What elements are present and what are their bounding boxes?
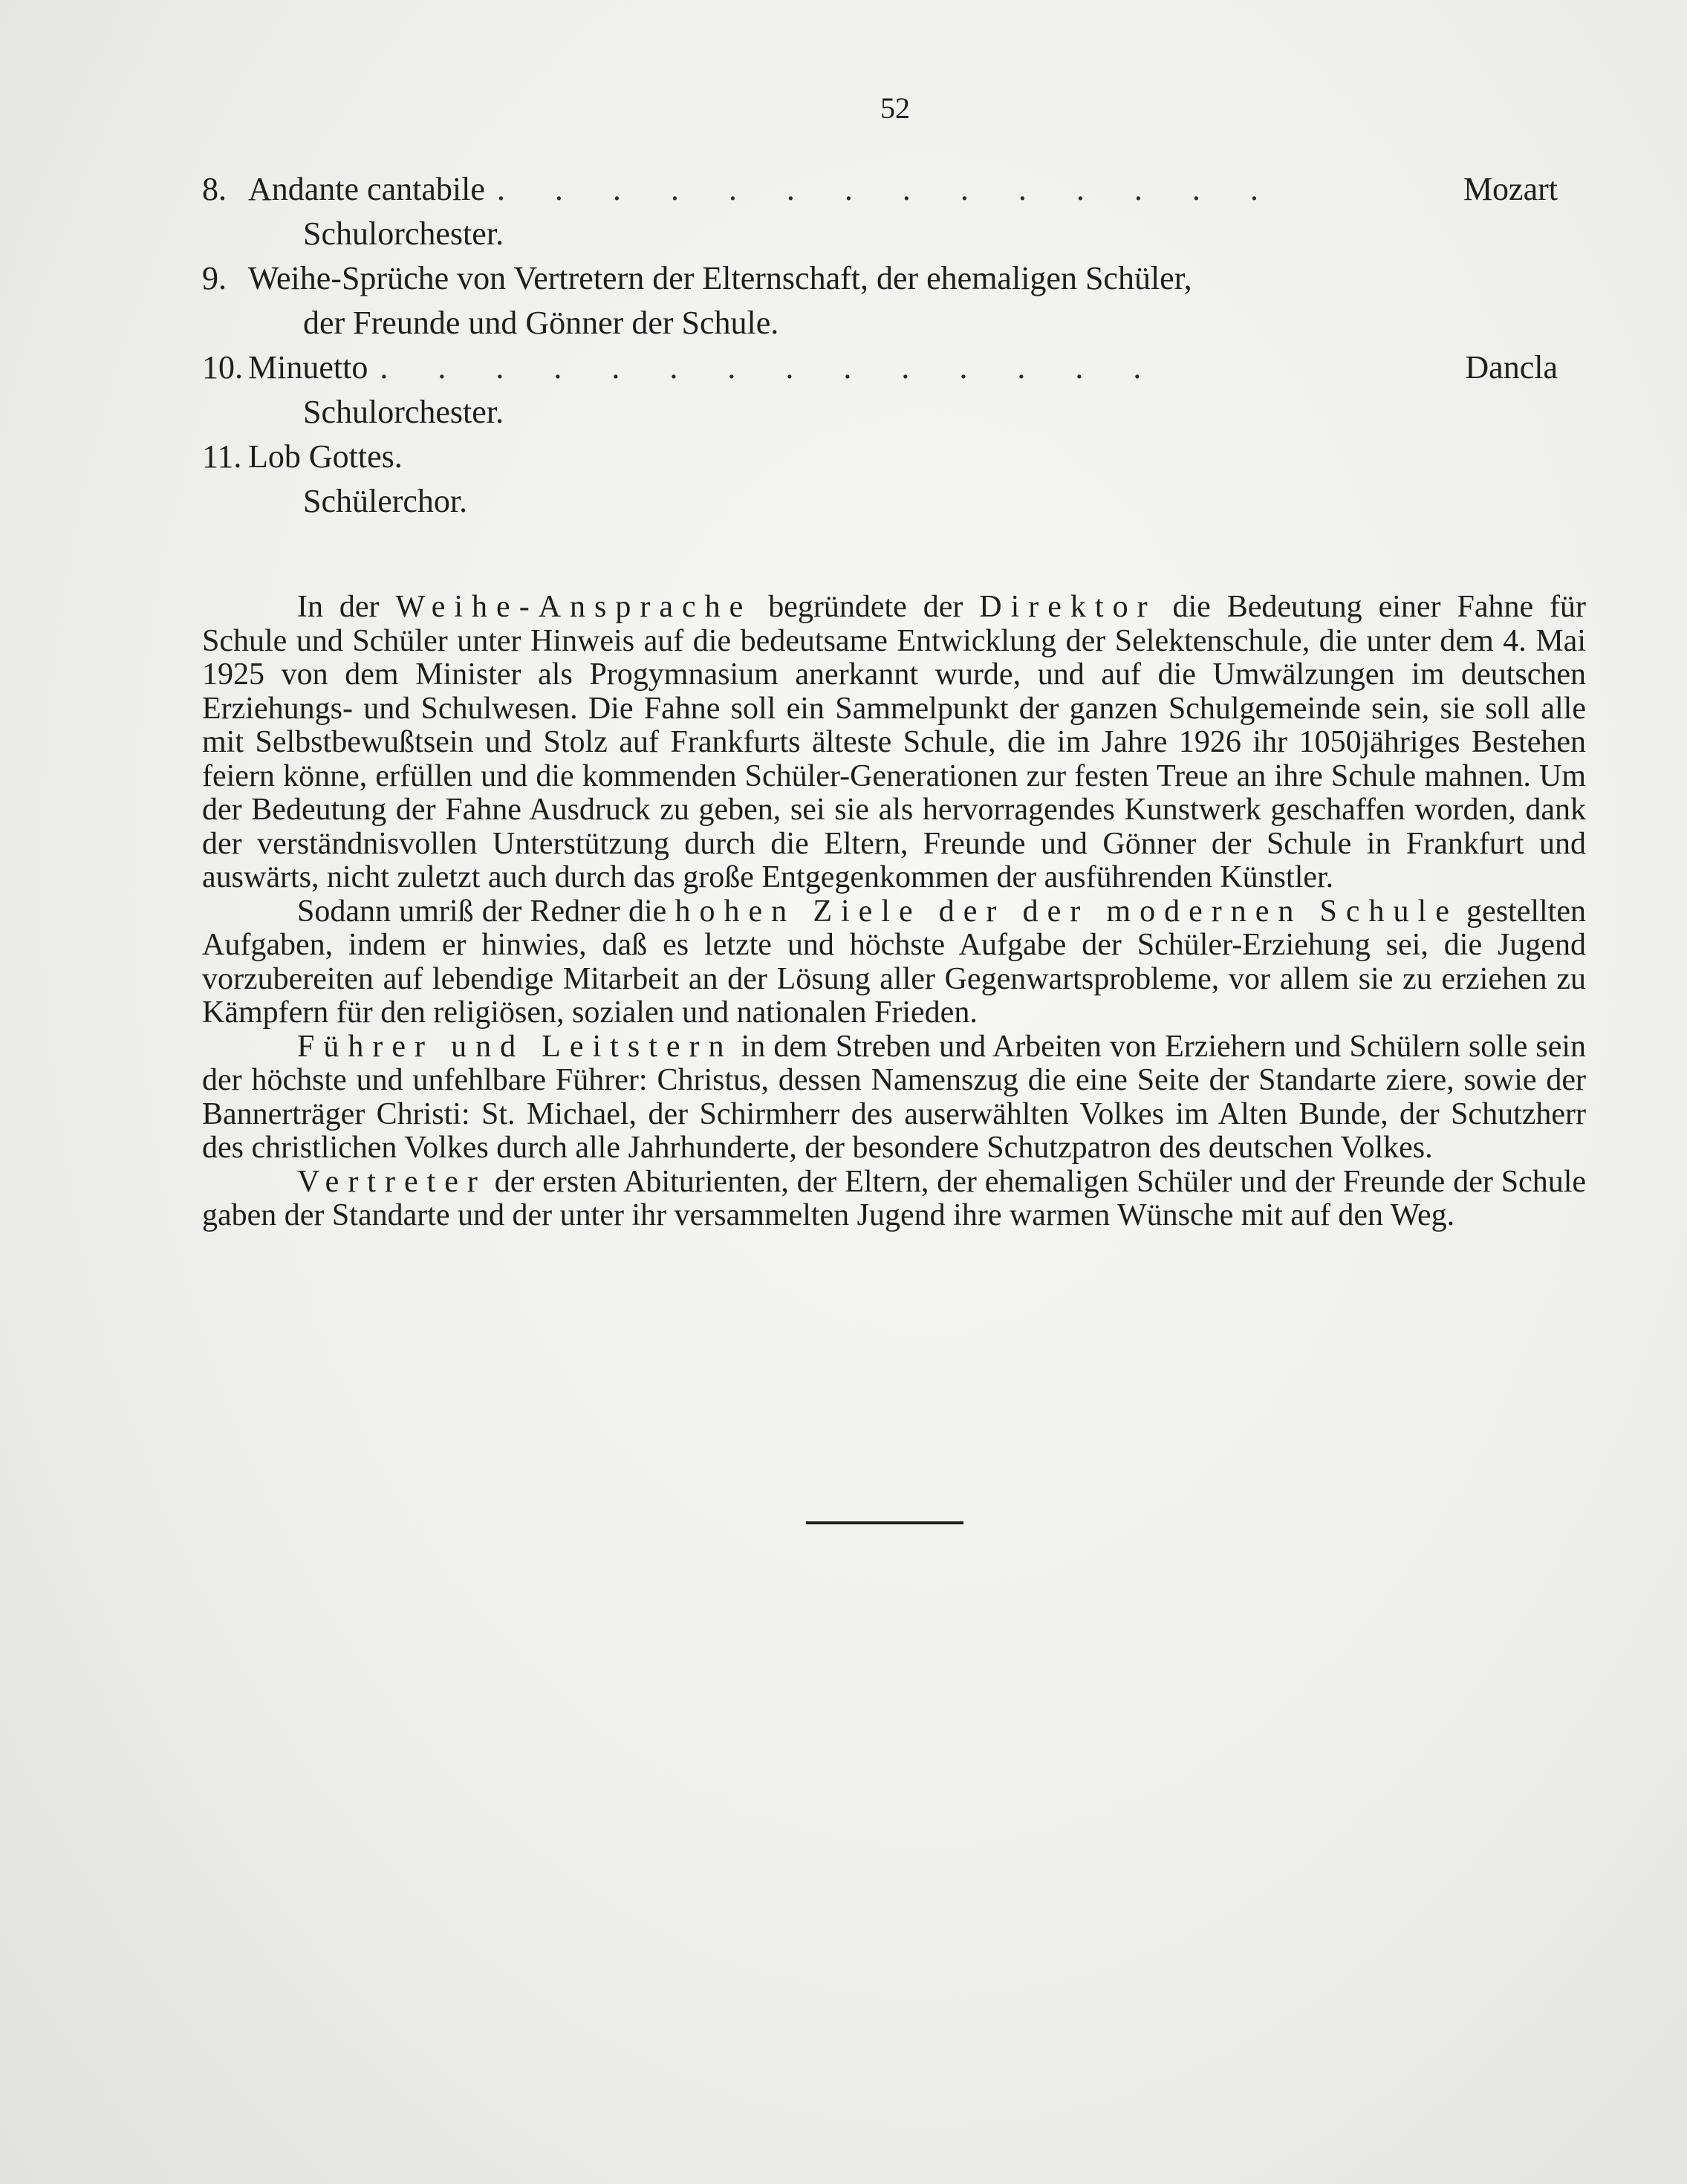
paragraph-text: begründete der: [752, 590, 980, 624]
program-item-performer: Schulorchester.: [303, 394, 504, 430]
section-divider-rule: [806, 1521, 963, 1524]
paragraph-text: In der: [297, 590, 396, 624]
program-item-title: Minuetto: [248, 349, 368, 386]
paragraph-text: der ersten Abiturienten, der Eltern, der ehemaligen Schüler und der Freunde der Schule gaben der Standarte und der unter ihr versammelten Jugend ihre warmen Wünsche mit auf den Weg.: [202, 1164, 1586, 1232]
program-list: [202, 167, 1558, 524]
spaced-emphasis: hohen Ziele der der modernen Schule: [675, 894, 1458, 929]
spaced-emphasis: Weihe-Ansprache: [395, 590, 753, 624]
paragraph-text: gestellten Aufgaben, indem er hinwies, daß es letzte und höchste Aufgabe der Schüler-Erziehung sei, die Jugend vorzubereiten auf lebendige Mitarbeit an der Lösung aller Gegenwartsprobleme, vor allem sie zu erziehen zu Kämpfern für den religiösen, sozialen und nationalen Frieden.: [202, 894, 1586, 1030]
paragraph: [202, 1166, 1586, 1233]
program-item-title: Andante cantabile: [248, 171, 485, 207]
body-text: [202, 591, 1586, 1233]
program-item-composer: Dancla: [1465, 349, 1558, 386]
leader-dots: . . . . . . . . . . . . . .: [496, 171, 1279, 207]
program-item-composer: Mozart: [1463, 171, 1558, 207]
program-item-line: [202, 435, 1558, 479]
program-item-number: 9.: [202, 260, 227, 296]
page-number: 52: [880, 91, 910, 125]
paragraph-text: die Bedeutung einer Fahne für Schule und Schüler unter Hinweis auf die bedeutsame Entwicklung der Selektenschule, die unter dem 4. Mai 1925 von dem Minister als Progymnasium anerkannt wurde, und auf die Umwälzungen im deutschen Erziehungs- und Schulwesen. Die Fahne soll ein Sammelpunkt der ganzen Schulgemeinde sein, sie soll alle mit Selbstbewußtsein und Stolz auf Frankfurts älteste Schule, die im Jahre 1926 ihr 1050jähriges Bestehen feiern könne, erfüllen und die kommenden Schüler-Generationen zur festen Treue an ihre Schule mahnen. Um der Bedeutung der Fahne Ausdruck zu geben, sei sie als hervorragendes Kunstwerk geschaffen worden, dank der verständnisvollen Unterstützung durch die Eltern, Freunde und Gönner der Schule in Frankfurt und auswärts, nicht zuletzt auch durch das große Entgegenkommen der ausführenden Künstler.: [202, 590, 1586, 894]
spaced-emphasis: Vertreter: [297, 1164, 487, 1199]
program-item-number: 8.: [202, 171, 227, 207]
program-item-number: 11.: [202, 438, 242, 475]
program-item-line: [202, 345, 1558, 390]
program-item-line: [202, 256, 1558, 301]
leader-dots: . . . . . . . . . . . . . .: [380, 349, 1163, 386]
program-item: [202, 435, 1558, 524]
program-item-continuation: der Freunde und Gönner der Schule.: [303, 305, 779, 341]
program-item-title: Weihe-Sprüche von Vertretern der Elternschaft, der ehemaligen Schüler,: [248, 260, 1192, 296]
program-item: [202, 256, 1558, 345]
spaced-emphasis: Führer und Leitstern: [297, 1029, 733, 1064]
spaced-emphasis: Direktor: [979, 590, 1157, 624]
paragraph: [202, 895, 1586, 1030]
program-item-performer: Schulorchester.: [303, 215, 504, 252]
paragraph-text: in dem Streben und Arbeiten von Erziehern und Schülern solle sein der höchste und unfehlbare Führer: Christus, dessen Namenszug die eine Seite der Standarte ziere, sowie der Bannerträger Christi: St. Michael, der Schirmherr des auserwählten Volkes im Alten Bunde, der Schutzherr des christlichen Volkes durch alle Jahrhunderte, der besondere Schutzpatron des deutschen Volkes.: [202, 1029, 1587, 1165]
program-item: [202, 345, 1558, 435]
program-item-performer: Schülerchor.: [303, 483, 468, 519]
paragraph-text: Sodann umriß der Redner die: [297, 894, 675, 929]
program-item: [202, 167, 1558, 256]
program-item-title: Lob Gottes.: [248, 438, 403, 475]
paragraph: [202, 1030, 1586, 1166]
paragraph: [202, 591, 1586, 895]
program-item-number: 10.: [202, 349, 243, 386]
program-item-line: [202, 167, 1558, 212]
